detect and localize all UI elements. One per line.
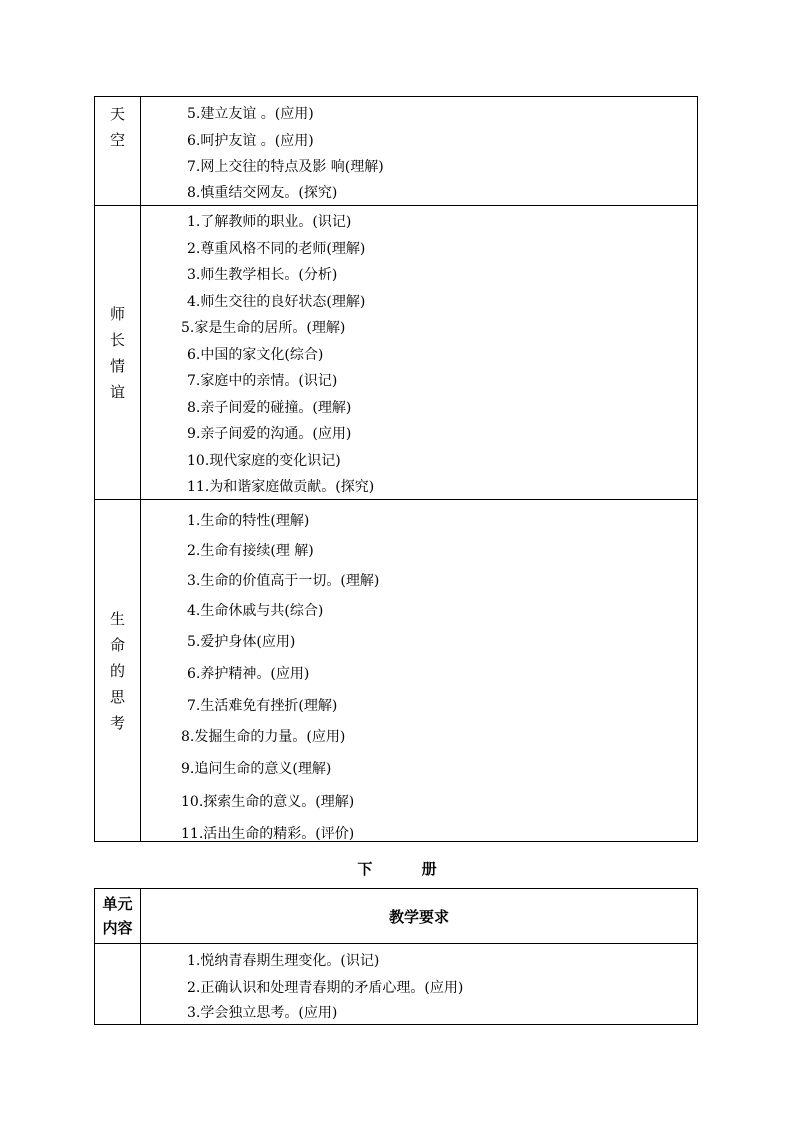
requirement-item: 2.正确认识和处理青春期的矛盾心理。(应用) — [187, 979, 464, 996]
requirement-item: 10.现代家庭的变化识记) — [187, 452, 341, 469]
requirement-item: 2.生命有接续(理 解) — [187, 543, 314, 559]
unit-char: 空 — [109, 131, 125, 149]
unit-header-line: 内容 — [102, 919, 133, 937]
requirement-item: 4.生命休戚与共(综合) — [187, 602, 324, 619]
requirement-item: 5.爱护身体(应用) — [187, 634, 296, 650]
requirement-item: 3.师生教学相长。(分析) — [187, 267, 338, 284]
requirement-item: 6.呵护友谊 。(应用) — [187, 132, 314, 149]
requirement-item: 9.亲子间爱的沟通。(应用) — [187, 426, 352, 443]
unit-name-cell — [95, 206, 141, 499]
unit-char: 谊 — [109, 382, 125, 401]
requirement-item: 11.活出生命的精彩。(评价) — [181, 826, 355, 842]
requirement-item: 6.中国的家文化(综合) — [187, 346, 324, 363]
unit-char: 命 — [109, 635, 125, 654]
requirement-item: 10.探索生命的意义。(理解) — [181, 793, 355, 810]
requirement-item: 8.发掘生命的力量。(应用) — [181, 729, 346, 745]
unit-section-tiankong — [95, 97, 697, 205]
requirement-item: 1.生命的特性(理解) — [187, 512, 310, 529]
requirement-item: 4.师生交往的良好状态(理解) — [187, 293, 366, 310]
unit-char: 的 — [109, 661, 125, 680]
requirement-item: 8.亲子间爱的碰撞。(理解) — [187, 399, 352, 416]
requirement-item: 5.建立友谊 。(应用) — [187, 105, 314, 122]
requirement-item: 9.追问生命的意义(理解) — [181, 760, 332, 777]
unit-header-line: 单元 — [102, 895, 133, 913]
unit-section-lower-1 — [95, 943, 697, 1024]
volume-heading: 下 册 — [357, 860, 459, 878]
requirement-item: 1.悦纳青春期生理变化。(识记) — [187, 952, 380, 969]
requirement-item: 2.尊重风格不同的老师(理解) — [187, 240, 366, 257]
upper-table — [94, 96, 698, 842]
requirement-item: 5.家是生命的居所。(理解) — [181, 320, 346, 337]
requirement-item: 11.为和谐家庭做贡献。(探究) — [187, 479, 375, 496]
unit-section-shengming-de-sikao — [95, 499, 697, 841]
requirements-list — [141, 206, 697, 499]
unit-name-cell — [95, 97, 141, 205]
unit-char: 思 — [109, 687, 125, 706]
requirement-item: 3.学会独立思考。(应用) — [187, 1005, 338, 1021]
unit-char: 情 — [109, 356, 125, 375]
unit-char: 天 — [109, 105, 125, 123]
requirement-item: 1.了解教师的职业。(识记) — [187, 214, 352, 231]
unit-char: 师 — [109, 304, 125, 323]
lower-table — [94, 888, 698, 1025]
requirements-list — [141, 944, 697, 1024]
unit-char: 生 — [109, 609, 125, 628]
requirement-item: 7.网上交往的特点及影 响(理解) — [187, 159, 384, 175]
requirements-header-cell: 教学要求 — [388, 907, 449, 926]
requirement-item: 6.养护精神。(应用) — [187, 666, 310, 682]
requirement-item: 8.慎重结交网友。(探究) — [187, 185, 338, 201]
unit-section-shizhang-qingyi — [95, 205, 697, 499]
table-header-row — [95, 889, 697, 943]
unit-header-cell — [95, 889, 141, 943]
unit-name-cell — [95, 944, 141, 1024]
unit-char: 考 — [109, 713, 125, 732]
requirements-list — [141, 97, 697, 205]
requirement-item: 7.家庭中的亲情。(识记) — [187, 373, 338, 390]
unit-char: 长 — [109, 330, 125, 349]
requirements-list — [141, 500, 697, 841]
requirement-item: 7.生活难免有挫折(理解) — [187, 698, 338, 714]
requirement-item: 3.生命的价值高于一切。(理解) — [187, 572, 380, 589]
unit-name-cell — [95, 500, 141, 841]
